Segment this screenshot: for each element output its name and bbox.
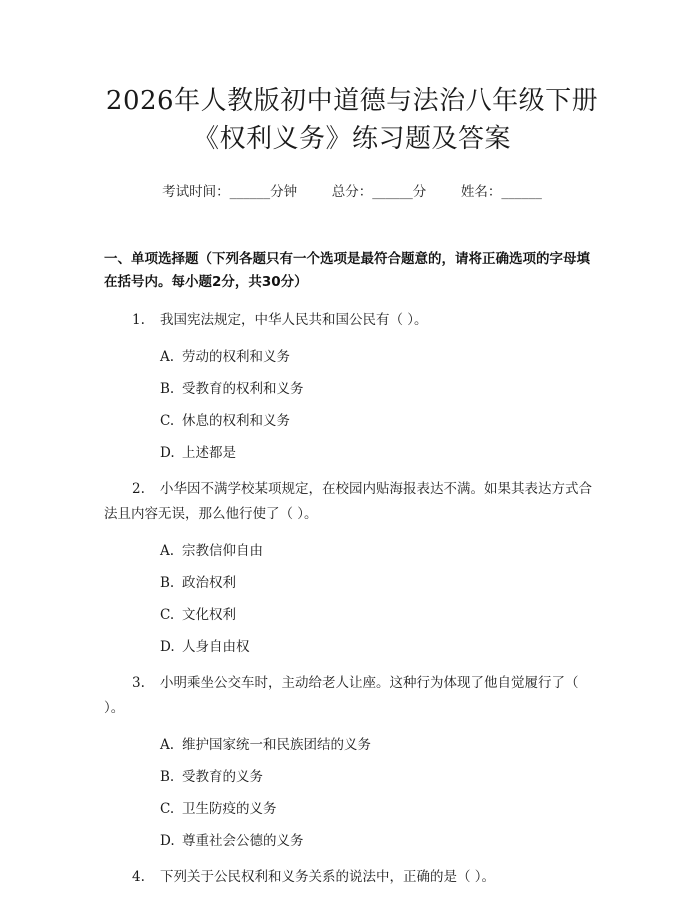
option-letter: A. — [160, 543, 175, 559]
option-list — [104, 347, 600, 463]
question-stem — [104, 671, 600, 721]
score-unit: 分 — [412, 184, 427, 200]
title-line-1: 2026年人教版初中道德与法治八年级下册 — [105, 86, 599, 116]
option-letter: C. — [160, 413, 175, 429]
option-letter: B. — [160, 575, 175, 591]
question-text: 下列关于公民权利和义务关系的说法中，正确的是（ ）。 — [160, 869, 496, 885]
option-list — [104, 735, 600, 851]
option-a — [104, 735, 600, 755]
option-text: 上述都是 — [182, 445, 236, 461]
option-b — [104, 573, 600, 593]
option-letter: D. — [160, 445, 175, 461]
question-number: 1. — [132, 312, 145, 328]
option-a — [104, 347, 600, 367]
option-letter: D. — [160, 639, 175, 655]
option-b — [104, 379, 600, 399]
option-c — [104, 799, 600, 819]
option-letter: C. — [160, 607, 175, 623]
option-c — [104, 411, 600, 431]
question-1 — [104, 308, 600, 463]
option-d — [104, 831, 600, 851]
question-text: 我国宪法规定，中华人民共和国公民有（ ）。 — [160, 312, 428, 328]
option-text: 宗教信仰自由 — [182, 543, 263, 559]
time-label: 考试时间： — [162, 184, 230, 200]
option-c — [104, 605, 600, 625]
question-3 — [104, 671, 600, 851]
option-text: 劳动的权利和义务 — [182, 349, 290, 365]
option-letter: C. — [160, 801, 175, 817]
option-letter: B. — [160, 381, 175, 397]
document-title — [104, 0, 600, 158]
title-line-2: 《权利义务》练习题及答案 — [192, 124, 511, 154]
question-text: 小明乘坐公交车时，主动给老人让座。这种行为体现了他自觉履行了（ ）。 — [104, 675, 579, 716]
option-text: 卫生防疫的义务 — [182, 801, 277, 817]
exam-info-line — [104, 180, 600, 200]
option-text: 尊重社会公德的义务 — [182, 833, 304, 849]
question-2 — [104, 477, 600, 657]
score-label: 总分： — [331, 184, 373, 200]
option-text: 政治权利 — [182, 575, 236, 591]
question-number: 3. — [132, 675, 145, 691]
section-heading-single-choice: 一、单项选择题（下列各题只有一个选项是最符合题意的，请将正确选项的字母填在括号内。每小题2分，共30分） — [104, 251, 590, 290]
option-list — [104, 541, 600, 657]
name-blank: ______ — [501, 184, 542, 200]
name-label: 姓名： — [460, 184, 502, 200]
question-4 — [104, 865, 600, 890]
option-letter: D. — [160, 833, 175, 849]
option-letter: A. — [160, 349, 175, 365]
option-text: 人身自由权 — [182, 639, 250, 655]
option-text: 维护国家统一和民族团结的义务 — [182, 737, 371, 753]
question-number: 4. — [132, 869, 145, 885]
option-d — [104, 637, 600, 657]
option-letter: B. — [160, 769, 175, 785]
question-text: 小华因不满学校某项规定，在校园内贴海报表达不满。如果其表达方式合法且内容无误，那么他行使了（ ）。 — [104, 481, 592, 522]
question-stem — [104, 477, 600, 527]
question-stem — [104, 308, 600, 333]
option-text: 文化权利 — [182, 607, 236, 623]
option-text: 受教育的权利和义务 — [182, 381, 304, 397]
option-d — [104, 443, 600, 463]
score-blank: ______ — [372, 184, 413, 200]
question-number: 2. — [132, 481, 145, 497]
option-text: 休息的权利和义务 — [182, 413, 290, 429]
option-text: 受教育的义务 — [182, 769, 263, 785]
option-letter: A. — [160, 737, 175, 753]
option-a — [104, 541, 600, 561]
option-b — [104, 767, 600, 787]
question-stem — [104, 865, 600, 890]
time-blank: ______ — [229, 184, 271, 200]
time-unit: 分钟 — [270, 184, 298, 200]
